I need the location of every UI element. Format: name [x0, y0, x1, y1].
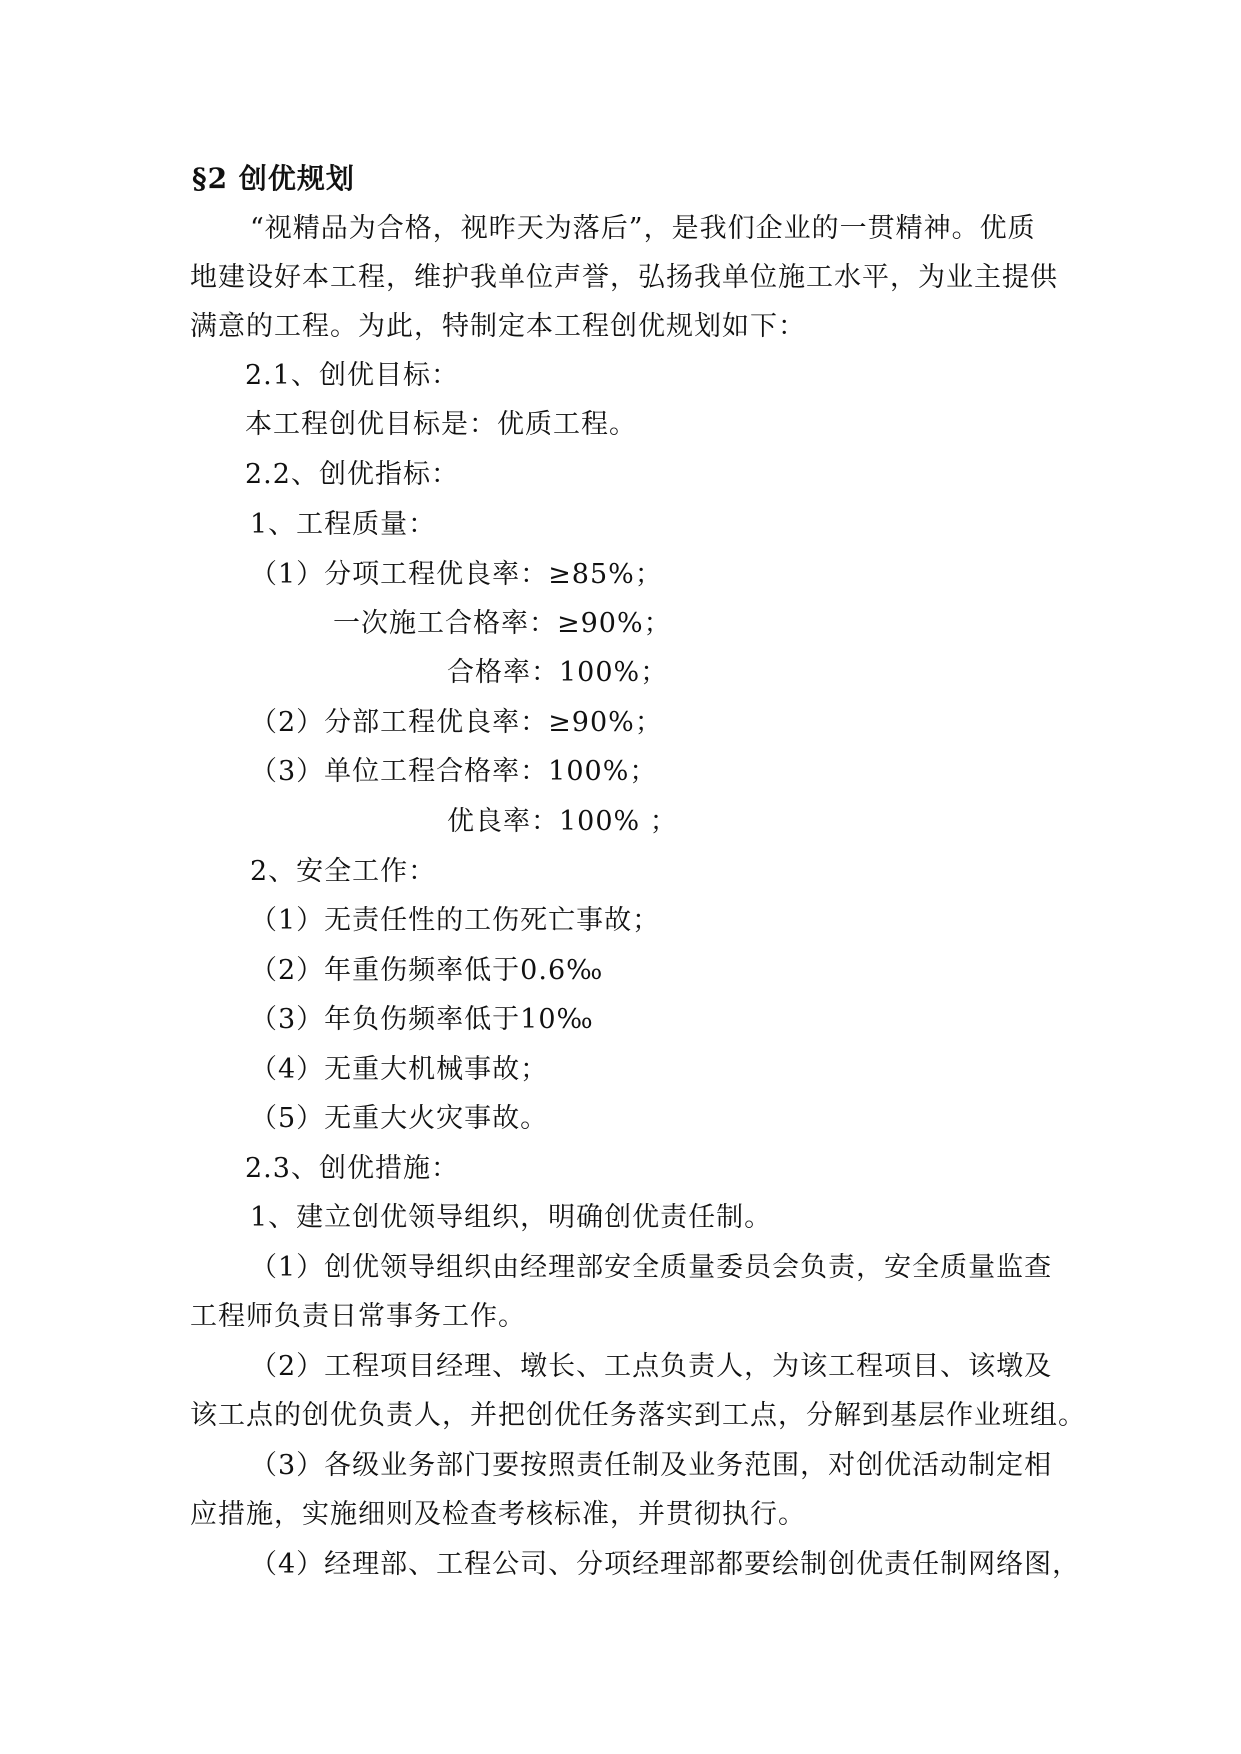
measure-2-line-2: 该工点的创优负责人，并把创优任务落实到工点，分解到基层作业班组。: [190, 1400, 1086, 1431]
safety-item-4: （4）无重大机械事故；: [250, 1054, 549, 1085]
quality-item-1b: 一次施工合格率：≥90%；: [333, 608, 672, 639]
measure-3-line-2: 应措施，实施细则及检查考核标准，并贯彻执行。: [190, 1499, 806, 1530]
safety-item-5: （5）无重大火灾事故。: [250, 1103, 549, 1134]
quality-item-3b: 优良率：100% ；: [447, 806, 678, 837]
section-heading: §2 创优规划: [192, 162, 355, 195]
intro-line-2: 地建设好本工程，维护我单位声誉，弘扬我单位施工水平，为业主提供: [190, 262, 1058, 293]
safety-item-1: （1）无责任性的工伤死亡事故；: [250, 905, 661, 936]
safety-title: 2、安全工作：: [250, 856, 437, 887]
measure-title: 1、建立创优领导组织，明确创优责任制。: [250, 1202, 773, 1233]
quality-item-2: （2）分部工程优良率：≥90%；: [250, 707, 663, 738]
measure-4-line-1: （4）经理部、工程公司、分项经理部都要绘制创优责任制网络图，: [250, 1549, 1081, 1580]
measure-1-line-1: （1）创优领导组织由经理部安全质量委员会负责，安全质量监查: [250, 1252, 1053, 1283]
measure-2-line-1: （2）工程项目经理、墩长、工点负责人，为该工程项目、该墩及: [250, 1351, 1053, 1382]
measure-1-line-2: 工程师负责日常事务工作。: [190, 1301, 526, 1332]
safety-item-3: （3）年负伤频率低于10‰: [250, 1004, 594, 1035]
quality-item-1c: 合格率：100%；: [447, 657, 669, 688]
quality-item-1: （1）分项工程优良率：≥85%；: [250, 559, 663, 590]
s21-text: 本工程创优目标是：优质工程。: [245, 409, 637, 440]
s21-title: 2.1、创优目标：: [245, 360, 459, 391]
quality-item-3: （3）单位工程合格率：100%；: [250, 756, 658, 787]
measure-3-line-1: （3）各级业务部门要按照责任制及业务范围，对创优活动制定相: [250, 1450, 1053, 1481]
intro-line-1: “视精品为合格，视昨天为落后”，是我们企业的一贯精神。优质: [250, 213, 1036, 244]
s23-title: 2.3、创优措施：: [245, 1153, 459, 1184]
safety-item-2: （2）年重伤频率低于0.6‰: [250, 955, 604, 986]
quality-title: 1、工程质量：: [250, 509, 437, 540]
s22-title: 2.2、创优指标：: [245, 459, 459, 490]
intro-line-3: 满意的工程。为此，特制定本工程创优规划如下：: [190, 311, 806, 342]
